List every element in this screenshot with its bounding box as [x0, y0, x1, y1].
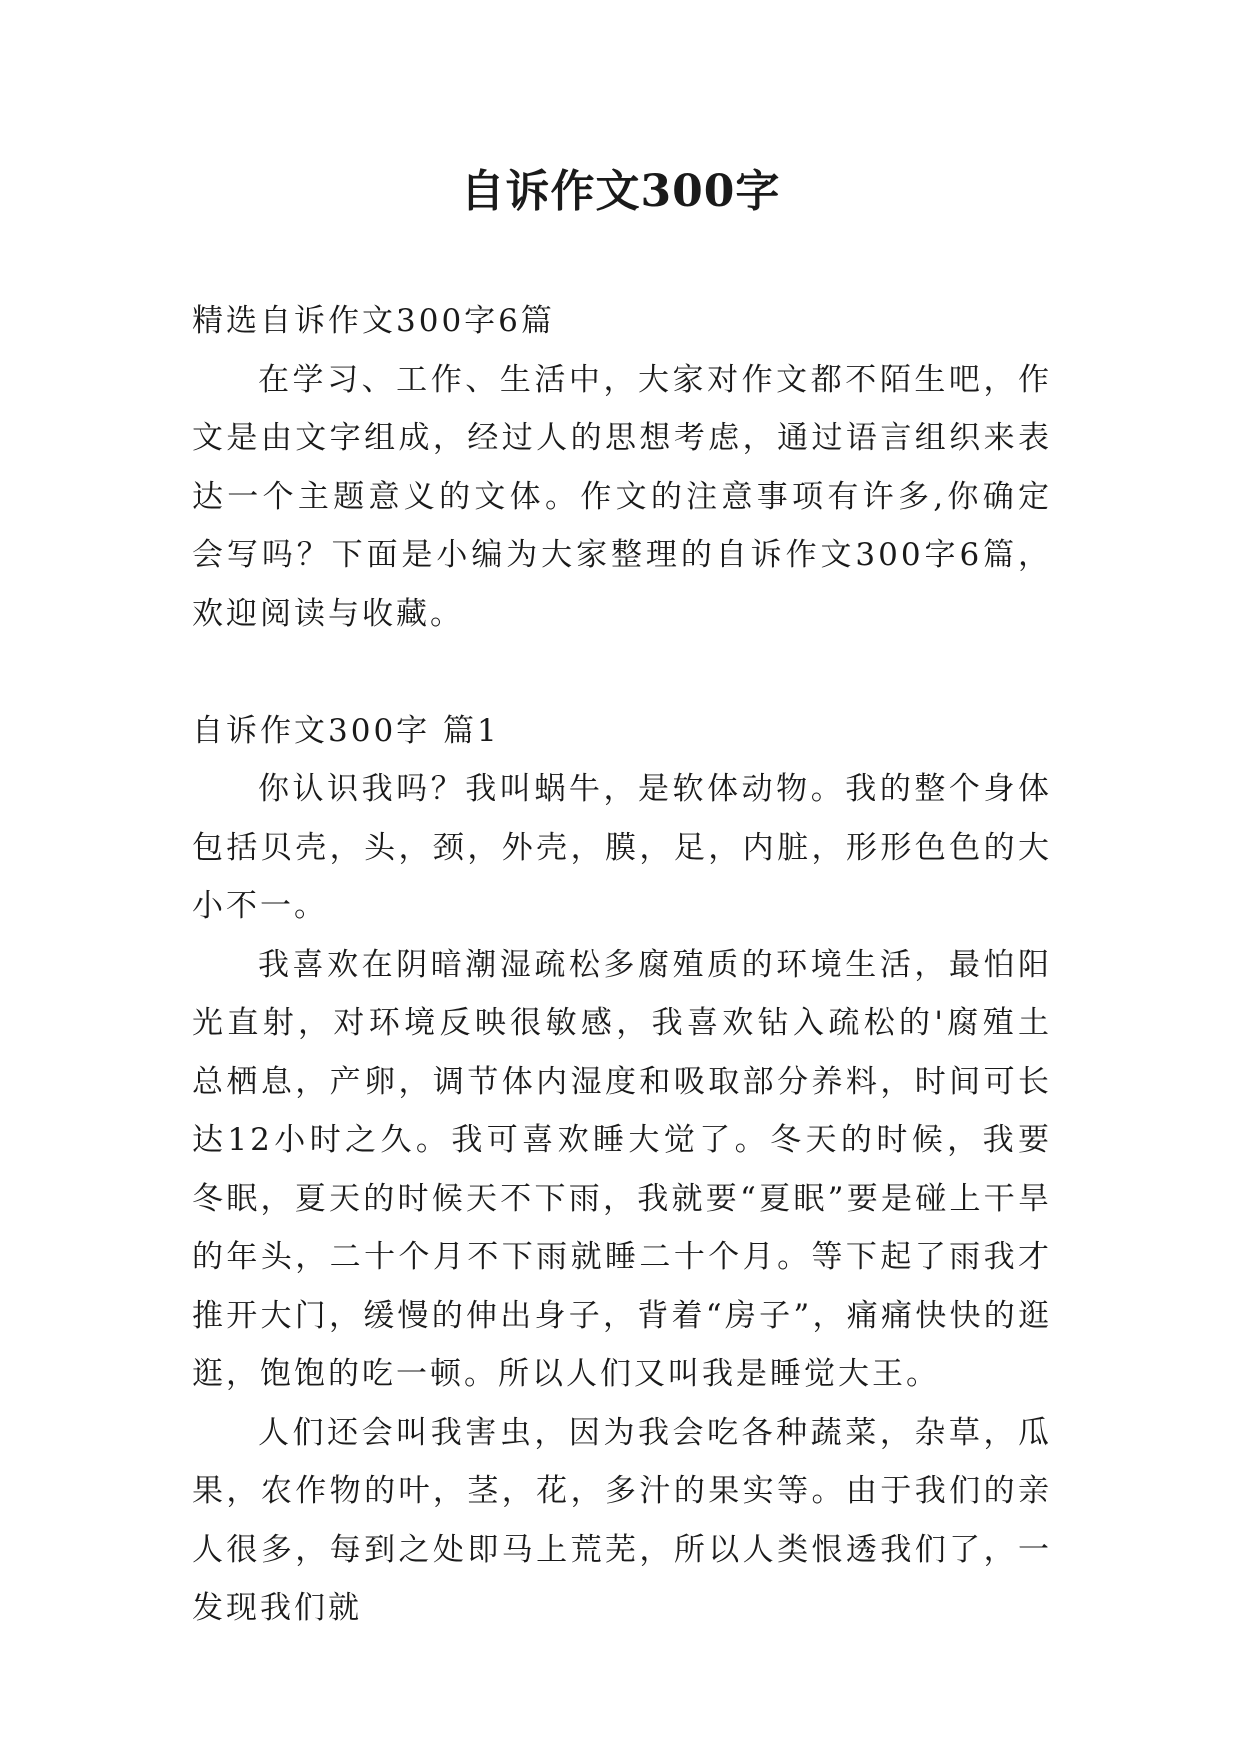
- document-body: [192, 292, 1052, 1638]
- section-spacer: [192, 643, 1052, 702]
- section-paragraph: 你认识我吗？我叫蜗牛，是软体动物。我的整个身体包括贝壳，头，颈，外壳，膜，足，内脏，形形色色的大小不一。: [192, 771, 1052, 924]
- intro-heading: 精选自诉作文300字6篇: [192, 303, 555, 339]
- document-title: 自诉作文300字: [460, 166, 781, 217]
- intro-paragraph: 在学习、工作、生活中，大家对作文都不陌生吧，作文是由文字组成，经过人的思想考虑，通过语言组织来表达一个主题意义的文体。作文的注意事项有许多,你确定会写吗？下面是小编为大家整理的自诉作文300字6篇，欢迎阅读与收藏。: [192, 361, 1052, 632]
- section-paragraph: 我喜欢在阴暗潮湿疏松多腐殖质的环境生活，最怕阳光直射，对环境反映很敏感，我喜欢钻入疏松的'腐殖土总栖息，产卵，调节体内湿度和吸取部分养料，时间可长达12小时之久。我可喜欢睡大觉了。冬天的时候，我要冬眠，夏天的时候天不下雨，我就要“夏眠”要是碰上干旱的年头，二十个月不下雨就睡二十个月。等下起了雨我才推开大门，缓慢的伸出身子，背着“房子”，痛痛快快的逛逛，饱饱的吃一顿。所以人们又叫我是睡觉大王。: [192, 946, 1052, 1392]
- section-heading: 自诉作文300字 篇1: [192, 712, 500, 749]
- section-paragraph: 人们还会叫我害虫，因为我会吃各种蔬菜，杂草，瓜果，农作物的叶，茎，花，多汁的果实等。由于我们的亲人很多，每到之处即马上荒芜，所以人类恨透我们了，一发现我们就: [192, 1414, 1052, 1626]
